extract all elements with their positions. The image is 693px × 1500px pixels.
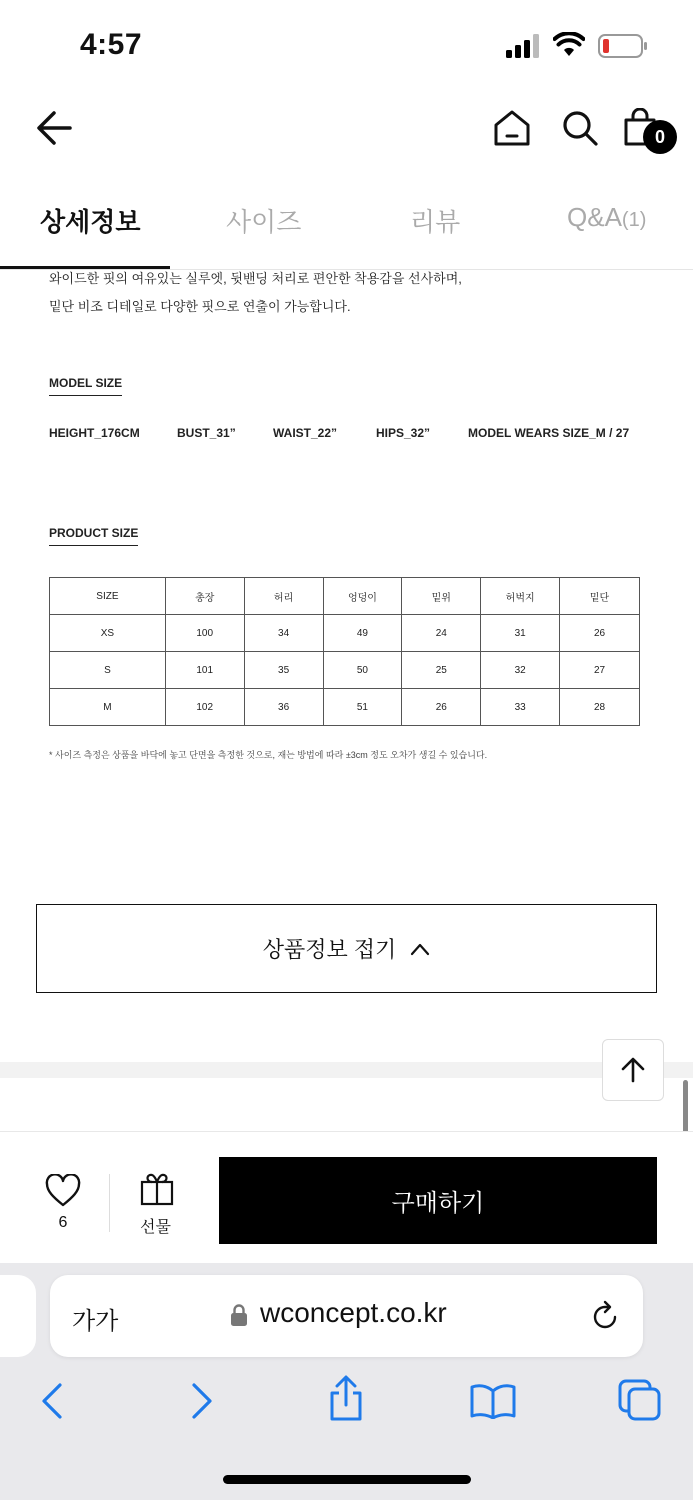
table-cell: 27 xyxy=(560,652,640,689)
table-header-cell: 허리 xyxy=(244,578,323,615)
search-icon[interactable] xyxy=(560,108,600,148)
wifi-icon xyxy=(553,32,585,58)
table-header-cell: SIZE xyxy=(50,578,166,615)
table-header-cell: 허벅지 xyxy=(481,578,560,615)
model-waist: WAIST_22” xyxy=(273,426,338,440)
table-row xyxy=(50,689,640,726)
url-text[interactable]: wconcept.co.kr xyxy=(260,1297,447,1328)
model-hips: HIPS_32” xyxy=(376,426,431,440)
description-line-1: 와이드한 핏의 여유있는 실루엣, 뒷밴딩 처리로 편안한 착용감을 선사하며, xyxy=(49,271,462,286)
section-divider xyxy=(0,1062,693,1078)
table-cell: 25 xyxy=(402,652,481,689)
description-line-2: 밑단 비조 디테일로 다양한 핏으로 연출이 가능합니다. xyxy=(49,299,351,314)
table-cell: 100 xyxy=(165,615,244,652)
table-header-cell: 밑단 xyxy=(560,578,640,615)
gift-label: 선물 xyxy=(140,1219,171,1236)
product-tabs xyxy=(0,180,693,270)
table-cell: 36 xyxy=(244,689,323,726)
product-size-title: PRODUCT SIZE xyxy=(49,526,138,546)
table-cell: 26 xyxy=(560,615,640,652)
lock-icon xyxy=(230,1303,248,1327)
home-indicator[interactable] xyxy=(223,1475,471,1484)
tabs-icon[interactable] xyxy=(618,1379,662,1421)
model-size-title: MODEL SIZE xyxy=(49,376,122,396)
table-cell: 31 xyxy=(481,615,560,652)
divider xyxy=(109,1174,110,1232)
like-count: 6 xyxy=(58,1214,68,1231)
heart-icon[interactable] xyxy=(45,1174,81,1208)
table-cell: 50 xyxy=(323,652,402,689)
table-cell: 101 xyxy=(165,652,244,689)
purchase-action-bar xyxy=(0,1131,693,1263)
share-icon[interactable] xyxy=(328,1375,364,1421)
table-cell: 49 xyxy=(323,615,402,652)
buy-button[interactable]: 구매하기 xyxy=(219,1157,657,1244)
table-cell: 28 xyxy=(560,689,640,726)
scroll-to-top-button[interactable] xyxy=(602,1039,664,1101)
tab-qna[interactable] xyxy=(567,202,646,233)
table-cell: 32 xyxy=(481,652,560,689)
browser-back-icon[interactable] xyxy=(38,1381,66,1421)
cart-count-badge: 0 xyxy=(643,120,677,154)
tab-qna-label: Q&A xyxy=(567,202,622,232)
bookmarks-icon[interactable] xyxy=(470,1383,516,1419)
previous-tab-peek[interactable] xyxy=(0,1275,36,1357)
table-cell: 24 xyxy=(402,615,481,652)
browser-toolbar xyxy=(0,1263,693,1500)
tab-qna-count: (1) xyxy=(621,209,647,231)
table-cell: 35 xyxy=(244,652,323,689)
table-cell: 51 xyxy=(323,689,402,726)
table-header-cell: 밑위 xyxy=(402,578,481,615)
table-header-row xyxy=(50,578,640,615)
arrow-up-icon xyxy=(620,1057,646,1083)
table-header-cell: 엉덩이 xyxy=(323,578,402,615)
chevron-up-icon xyxy=(410,942,430,956)
model-wears-size: MODEL WEARS SIZE_M / 27 xyxy=(468,426,630,440)
table-cell: M xyxy=(50,689,166,726)
table-header-cell: 총장 xyxy=(165,578,244,615)
app-header xyxy=(0,90,693,170)
back-arrow-icon[interactable] xyxy=(34,110,74,146)
address-bar[interactable] xyxy=(50,1275,643,1357)
reload-icon[interactable] xyxy=(590,1299,620,1331)
table-cell: XS xyxy=(50,615,166,652)
status-time: 4:57 xyxy=(80,28,143,61)
home-icon[interactable] xyxy=(492,108,532,148)
table-cell: 102 xyxy=(165,689,244,726)
table-cell: 26 xyxy=(402,689,481,726)
tab-review[interactable]: 리뷰 xyxy=(410,207,461,237)
model-bust: BUST_31” xyxy=(177,426,236,440)
battery-icon xyxy=(598,34,648,58)
size-measurement-note: * 사이즈 측정은 상품을 바닥에 놓고 단면을 측정한 것으로, 재는 방법에 따라 ±3cm 정도 오차가 생길 수 있습니다. xyxy=(49,750,488,760)
size-table xyxy=(49,577,640,726)
cellular-signal-icon xyxy=(506,34,542,58)
table-row xyxy=(50,615,640,652)
table-cell: 34 xyxy=(244,615,323,652)
browser-forward-icon[interactable] xyxy=(188,1381,216,1421)
table-row xyxy=(50,652,640,689)
tab-size[interactable]: 사이즈 xyxy=(226,207,302,237)
collapse-product-info-button[interactable] xyxy=(36,904,657,993)
table-cell: S xyxy=(50,652,166,689)
gift-icon[interactable] xyxy=(140,1172,174,1206)
table-cell: 33 xyxy=(481,689,560,726)
tab-detail-info[interactable]: 상세정보 xyxy=(40,207,141,237)
page-settings-button[interactable]: 가가 xyxy=(72,1308,119,1335)
collapse-button-label: 상품정보 접기 xyxy=(262,937,397,962)
model-height: HEIGHT_176CM xyxy=(49,426,140,440)
status-bar xyxy=(0,0,693,90)
